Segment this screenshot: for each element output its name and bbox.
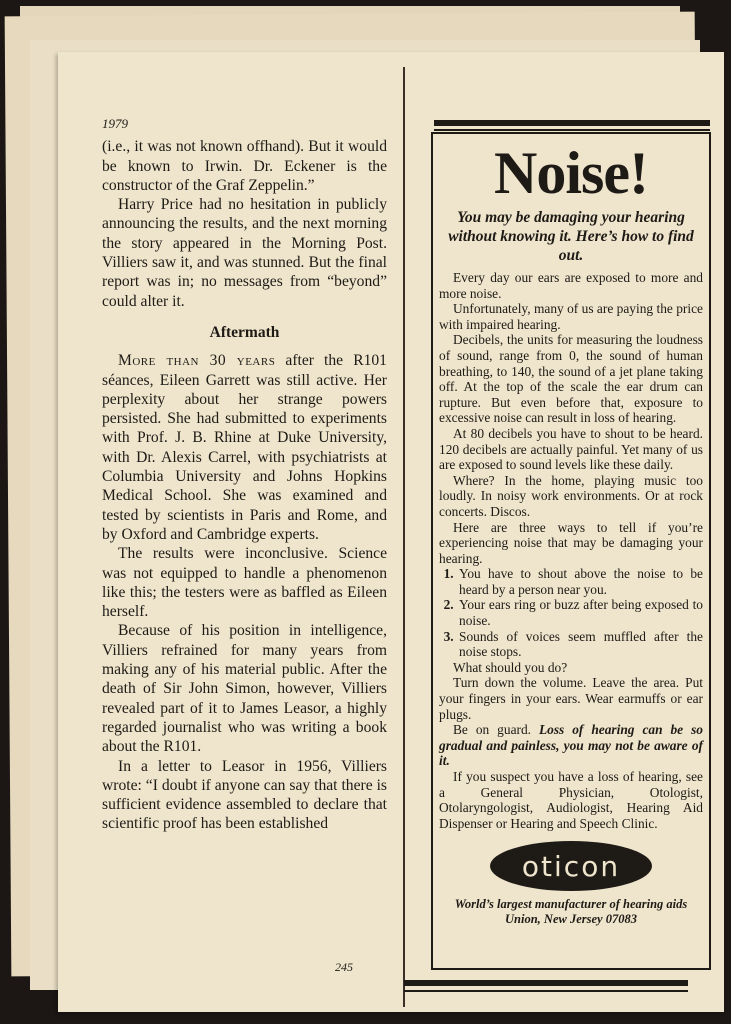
ad-paragraph: Every day our ears are exposed to more and more noise. xyxy=(439,270,703,301)
guard-italic: Loss of hearing can be so gradual and painless, you may not be aware of it. xyxy=(439,722,703,769)
running-head-year: 1979 xyxy=(102,116,128,131)
ad-frame xyxy=(431,132,711,970)
warning-signs-list xyxy=(439,566,703,660)
paragraph-rest: after the R101 séances, Eileen Garrett was still active. Her perplexity about her strange powers persisted. She had submitted to experiments with Prof. J. B. Rhine at Duke University, with Dr. Alexis Carrel, with psychiatrists at Columbia University and Johns Hopkins Medical School. She was examined and tested by scientists in Paris and Rome, and by Oxford and Cambridge experts. xyxy=(102,352,387,543)
ad-top-rule xyxy=(434,120,710,126)
list-item: 3. Sounds of voices seem muffled after the noise stops. xyxy=(457,629,703,660)
article-paragraph: The results were inconclusive. Science was not equipped to handle a phenomenon like this; the testers were as baffled as Eileen herself. xyxy=(102,545,387,621)
ad-address: Union, New Jersey 07083 xyxy=(505,912,637,927)
ad-paragraph: If you suspect you have a loss of hearing, see a General Physician, Otologist, Otolaryngologist, Audiologist, Hearing Aid Dispenser or Hearing and Speech Clinic. xyxy=(439,769,703,831)
list-item: 1. You have to shout above the noise to be heard by a person near you. xyxy=(457,566,703,597)
list-item: 2. Your ears ring or buzz after being exposed to noise. xyxy=(457,597,703,628)
advertisement xyxy=(404,110,712,992)
magazine-page xyxy=(58,52,724,1012)
ad-paragraph: Where? In the home, playing music too loudly. In noisy work environments. Or at rock concerts. Discos. xyxy=(439,472,703,519)
oticon-logo xyxy=(490,841,652,891)
ad-paragraph: Turn down the volume. Leave the area. Put your fingers in your ears. Wear earmuffs or ear plugs. xyxy=(439,675,703,722)
article-column xyxy=(102,114,387,834)
guard-lead: Be on guard. xyxy=(453,722,539,738)
article-paragraph xyxy=(102,351,387,544)
ad-content xyxy=(439,138,703,927)
ad-paragraph: Decibels, the units for measuring the loudness of sound, range from 0, the sound of human breathing, to 140, the sound of a jet plane taking off. At the top of the scale the ear drum can rupture. But even before that, exposure to excessive noise can result in loss of hearing. xyxy=(439,332,703,426)
ad-paragraph: What should you do? xyxy=(453,659,568,675)
ad-bottom-rule xyxy=(404,980,688,986)
ad-tagline: World’s largest manufacturer of hearing aids xyxy=(454,897,688,912)
ad-paragraph xyxy=(439,722,703,769)
article-paragraph: In a letter to Leasor in 1956, Villiers wrote: “I doubt if anyone can say that there is sufficient evidence assembled to declare that scientific proof has been established xyxy=(102,757,387,833)
logo-text: oticon xyxy=(521,849,621,883)
ad-paragraph: Here are three ways to tell if you’re experiencing noise that may be damaging your hearing. xyxy=(439,519,703,566)
ad-bottom-rule-thin xyxy=(404,990,688,992)
small-caps-lead: More than 30 years xyxy=(118,352,276,370)
ad-headline: Noise! xyxy=(494,140,648,206)
ad-paragraph: At 80 decibels you have to shout to be heard. 120 decibels are actually painful. Yet many of us are exposed to sound levels like these daily. xyxy=(439,425,703,473)
page-number: 245 xyxy=(335,960,353,974)
ad-body xyxy=(439,270,703,831)
ad-subhead: You may be damaging your hearing without knowing it. Here’s how to find out. xyxy=(448,209,694,264)
article-paragraph: Harry Price had no hesitation in publicly announcing the results, and the next morning the story appeared in the Morning Post. Villiers saw it, and was stunned. But the final report was in; no messages from “beyond” could alter it. xyxy=(102,196,387,310)
ad-top-rule-thin xyxy=(434,129,710,131)
article-paragraph: Because of his position in intelligence, Villiers refrained for many years from making any of his material public. After the death of Sir John Simon, however, Villiers revealed part of it to James Leasor, a highly regarded journalist who was writing a book about the R101. xyxy=(102,622,387,756)
article-paragraph: (i.e., it was not known offhand). But it would be known to Irwin. Dr. Eckener is the constructor of the Graf Zeppelin.” xyxy=(102,138,387,194)
section-heading: Aftermath xyxy=(209,323,280,341)
ad-paragraph: Unfortunately, many of us are paying the price with impaired hearing. xyxy=(439,301,703,332)
